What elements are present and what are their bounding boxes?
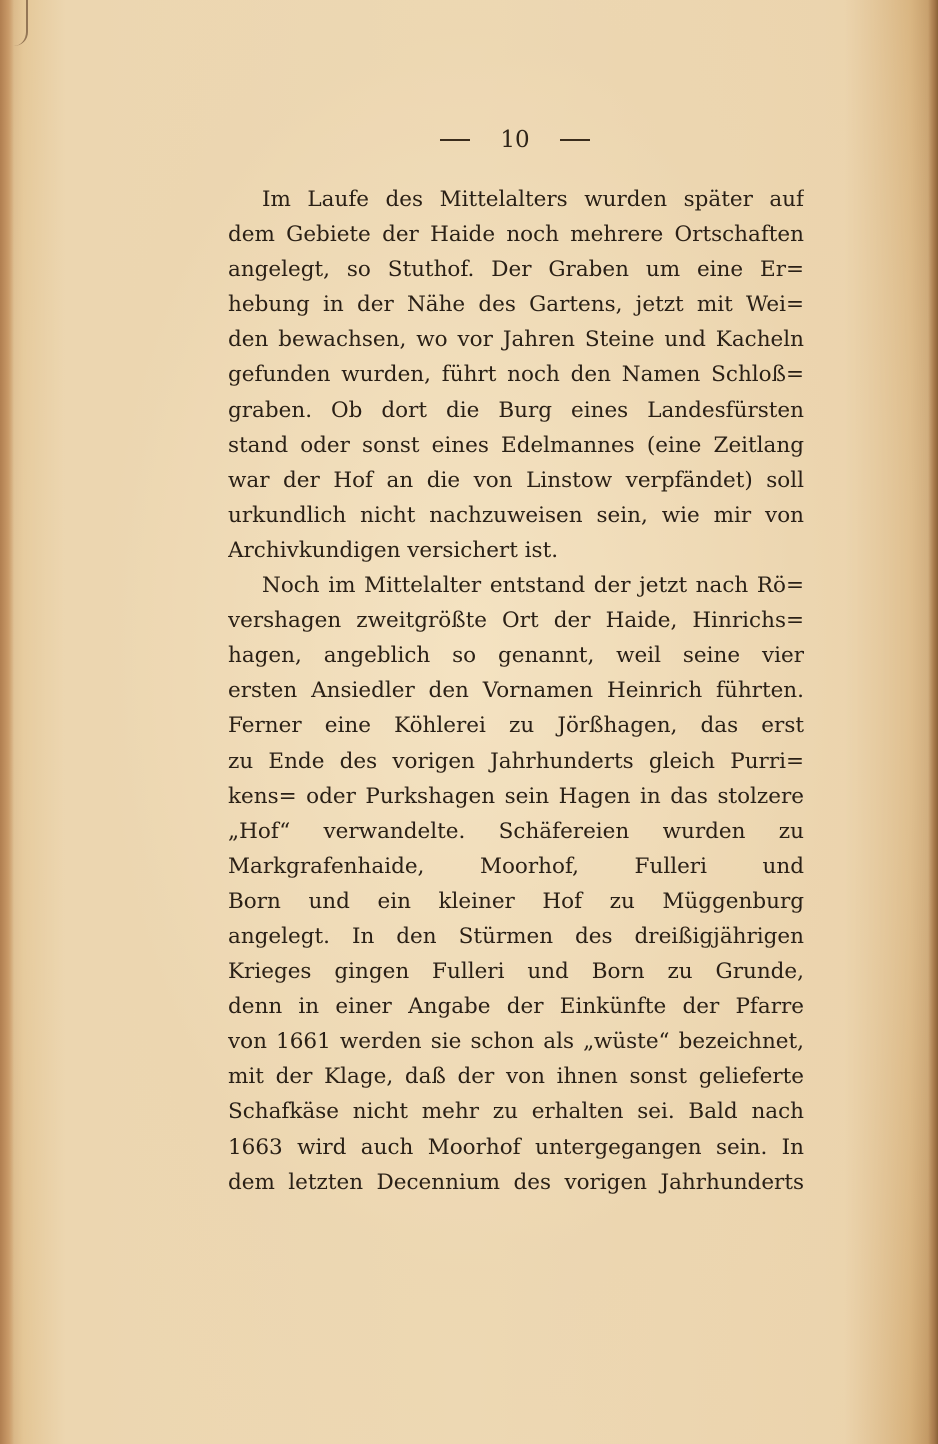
text-line: vershagen zweitgrößte Ort der Haide, Hinrichs=	[228, 608, 804, 634]
text-line: graben. Ob dort die Burg eines Landesfürsten	[228, 397, 804, 423]
text-line: mit der Klage, daß der von ihnen sonst gelieferte	[228, 1064, 804, 1090]
text-line: hagen, angeblich so genannt, weil seine vier	[228, 643, 804, 669]
body-text	[228, 182, 804, 1200]
page-number: 10	[500, 127, 530, 153]
page-left-edge-shadow	[0, 0, 14, 1444]
text-line: Schafkäse nicht mehr zu erhalten sei. Bald nach	[228, 1099, 804, 1125]
text-line: von 1661 werden sie schon als „wüste“ bezeichnet,	[228, 1029, 804, 1055]
header-dash-left	[440, 139, 470, 141]
text-line: urkundlich nicht nachzuweisen sein, wie mir von	[228, 502, 804, 528]
page-right-edge-shadow	[928, 0, 938, 1444]
text-line: Born und ein kleiner Hof zu Müggenburg	[228, 888, 804, 914]
text-line: angelegt, so Stuthof. Der Graben um eine Er=	[228, 257, 804, 283]
text-line: dem Gebiete der Haide noch mehrere Ortschaften	[228, 222, 804, 248]
text-line: Ferner eine Köhlerei zu Jörßhagen, das erst	[228, 713, 804, 739]
text-line: angelegt. In den Stürmen des dreißigjährigen	[228, 923, 804, 949]
text-line: ersten Ansiedler den Vornamen Heinrich führten.	[228, 678, 804, 704]
text-line: 1663 wird auch Moorhof untergegangen sein. In	[228, 1134, 804, 1160]
text-line: Markgrafenhaide, Moorhof, Fulleri und	[228, 853, 804, 879]
text-line: denn in einer Angabe der Einkünfte der Pfarre	[228, 994, 804, 1020]
page-header	[440, 122, 590, 158]
text-line: hebung in der Nähe des Gartens, jetzt mit Wei=	[228, 292, 804, 318]
text-line: gefunden wurden, führt noch den Namen Schloß=	[228, 362, 804, 388]
header-dash-right	[560, 139, 590, 141]
text-line: Im Laufe des Mittelalters wurden später auf	[262, 187, 804, 212]
text-line: kens= oder Purkshagen sein Hagen in das stolzere	[228, 783, 804, 809]
text-line: war der Hof an die von Linstow verpfändet) soll	[228, 467, 804, 493]
text-line: stand oder sonst eines Edelmannes (eine Zeitlang	[228, 432, 804, 458]
text-line: Noch im Mittelalter entstand der jetzt nach Rö=	[262, 573, 804, 599]
text-line: zu Ende des vorigen Jahrhunderts gleich Purri=	[228, 748, 804, 774]
text-line: Krieges gingen Fulleri und Born zu Grunde,	[228, 959, 804, 985]
text-line: den bewachsen, wo vor Jahren Steine und Kacheln	[228, 327, 804, 353]
pencil-mark	[4, 0, 28, 46]
text-line: dem letzten Decennium des vorigen Jahrhunderts	[228, 1169, 804, 1195]
text-line: „Hof“ verwandelte. Schäfereien wurden zu	[228, 818, 804, 844]
text-line: Archivkundigen versichert ist.	[228, 537, 559, 563]
